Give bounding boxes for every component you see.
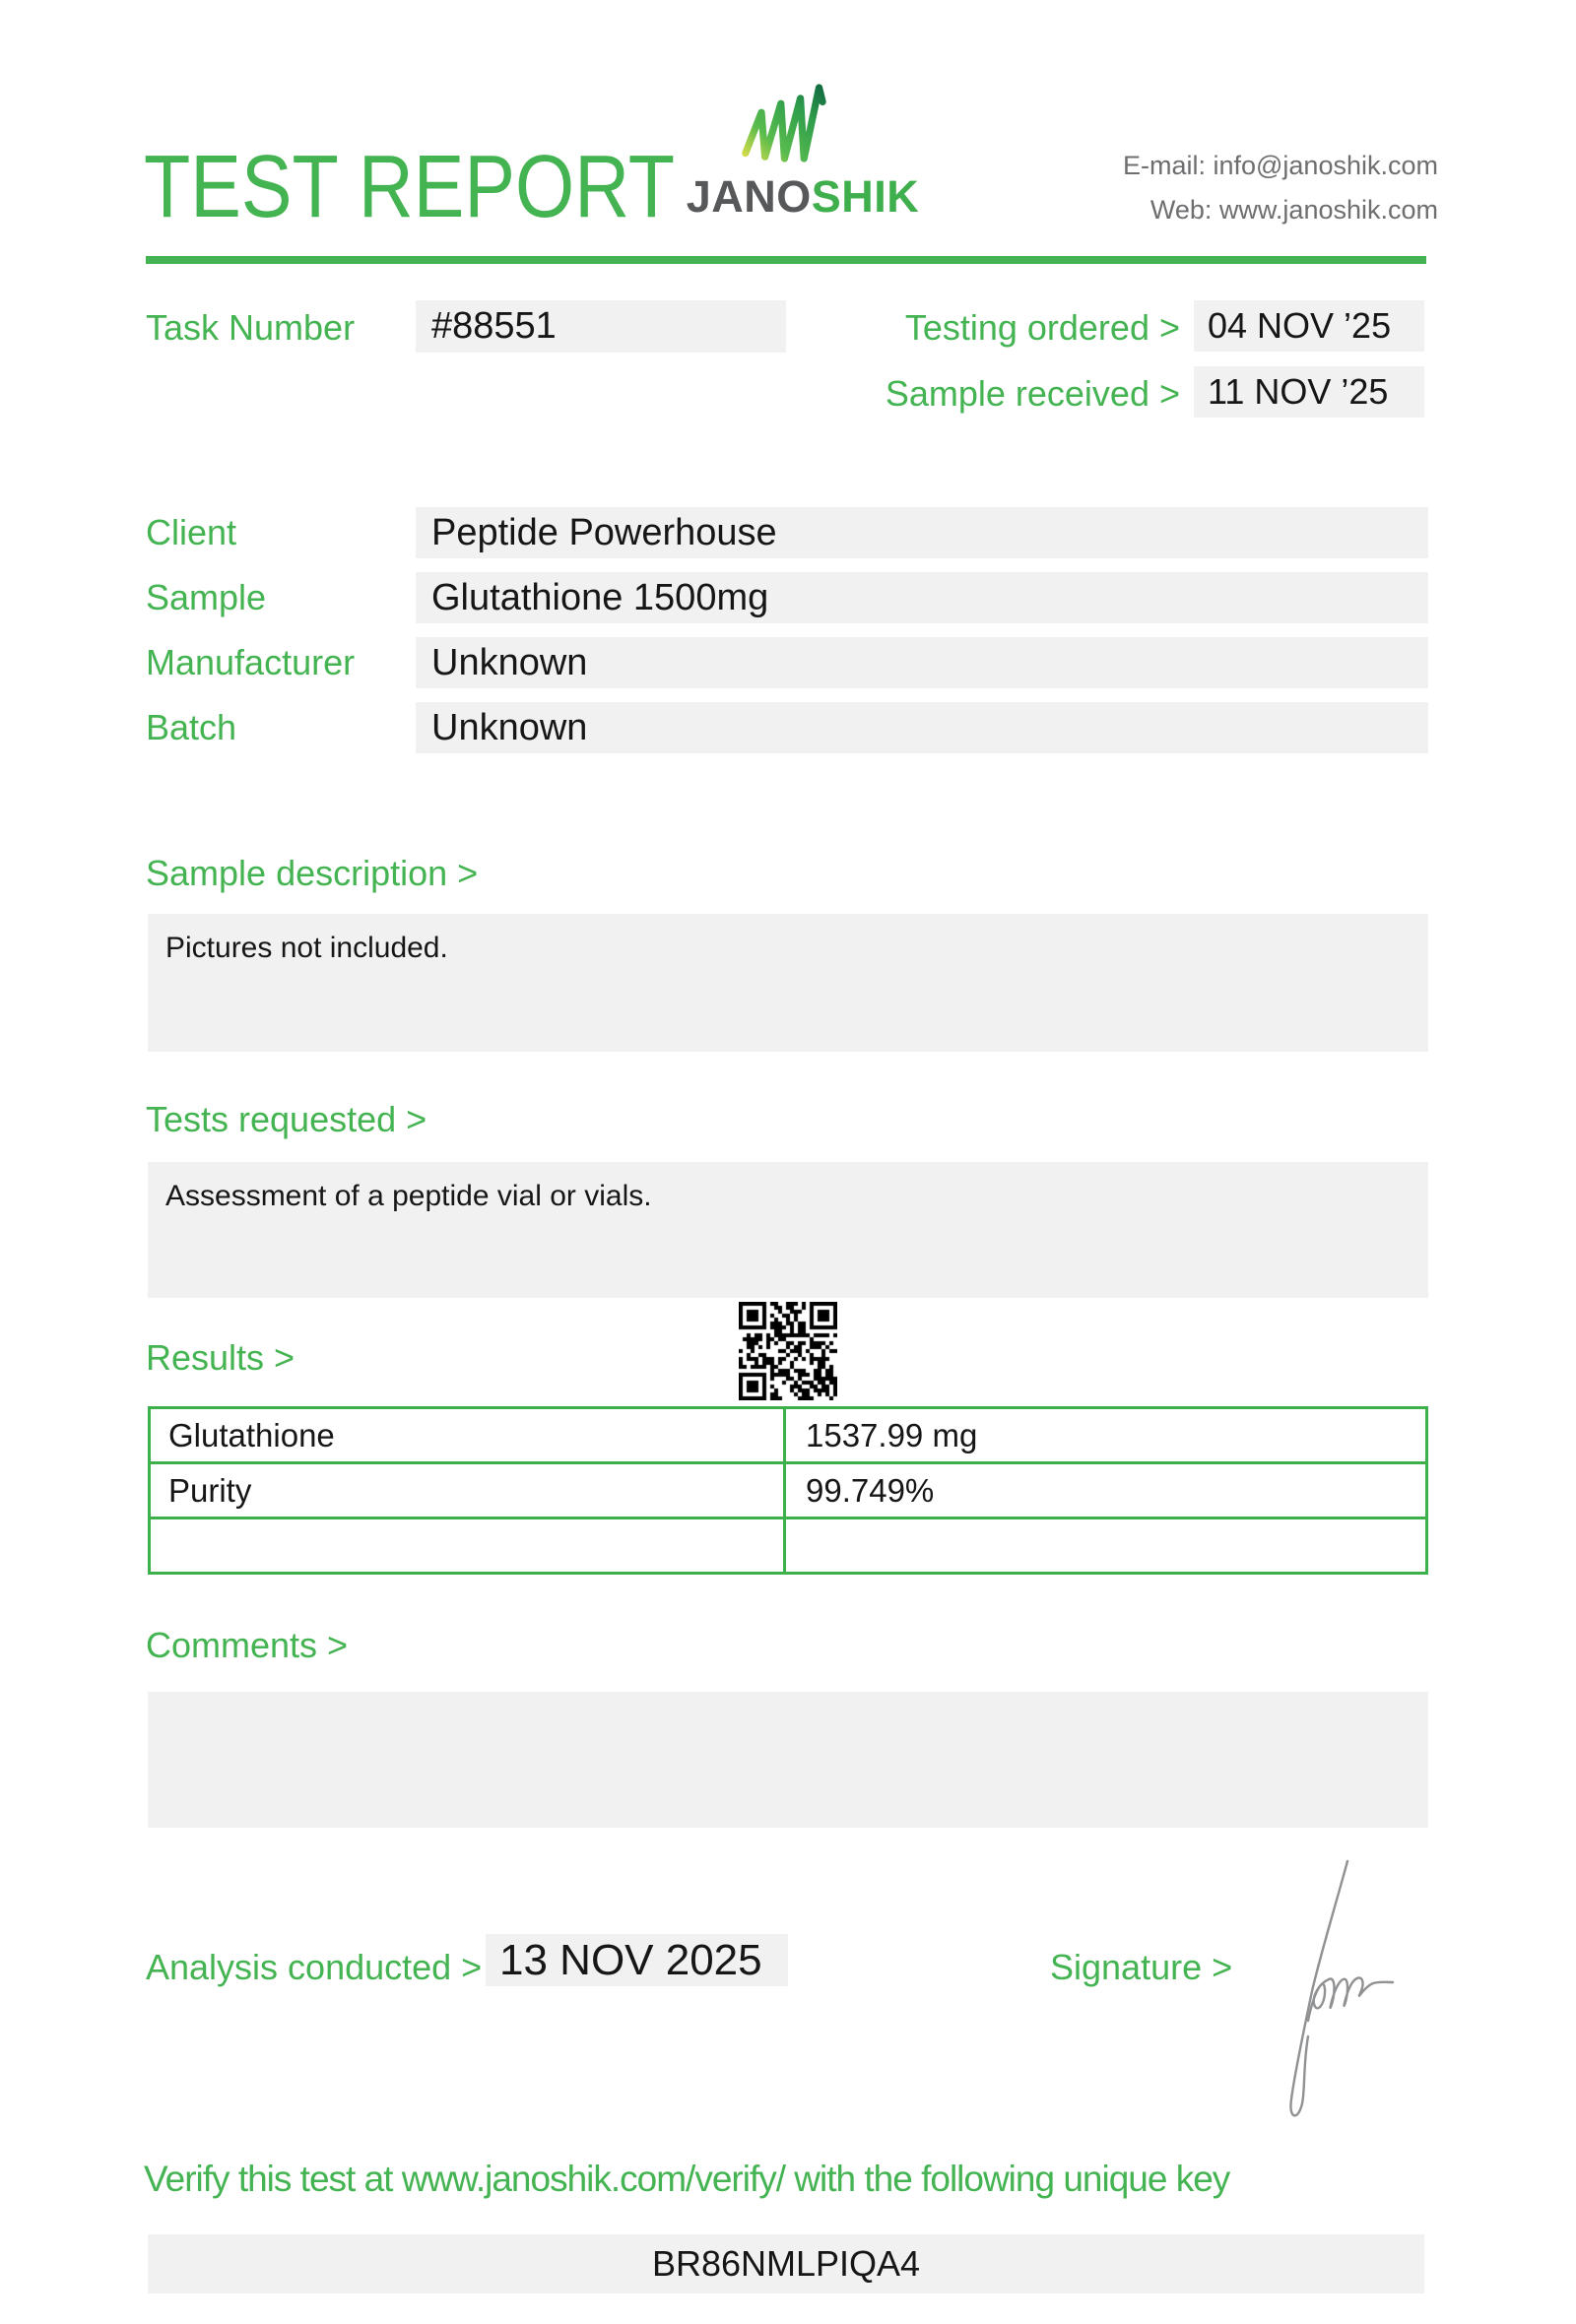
qr-code xyxy=(739,1302,837,1400)
testing-ordered-value: 04 NOV ’25 xyxy=(1208,305,1392,346)
tests-requested-text: Assessment of a peptide vial or vials. xyxy=(165,1180,652,1212)
page-title: TEST REPORT xyxy=(144,138,676,236)
result-name-cell: Purity xyxy=(151,1464,786,1517)
result-value-cell xyxy=(786,1519,1425,1572)
sample-received-label: Sample received > xyxy=(885,373,1180,414)
manufacturer-value: Unknown xyxy=(431,642,588,683)
client-label: Client xyxy=(146,512,237,552)
batch-value: Unknown xyxy=(431,707,588,748)
sample-received-value: 11 NOV ’25 xyxy=(1208,371,1389,412)
comments-heading: Comments > xyxy=(146,1625,349,1665)
result-name-cell xyxy=(151,1519,786,1572)
manufacturer-field xyxy=(416,637,1428,688)
client-field xyxy=(416,507,1428,558)
sample-field xyxy=(416,572,1428,623)
contact-block xyxy=(995,144,1438,232)
results-row xyxy=(151,1409,1425,1461)
tests-requested-box xyxy=(148,1162,1428,1298)
result-value-cell: 99.749% xyxy=(806,1471,935,1509)
comments-box xyxy=(148,1692,1428,1828)
results-row xyxy=(151,1461,1425,1517)
analysis-conducted-label: Analysis conducted > xyxy=(146,1947,483,1987)
contact-email-line: E-mail: info@janoshik.com xyxy=(1122,151,1438,180)
task-number-field xyxy=(416,300,786,353)
tests-requested-heading: Tests requested > xyxy=(146,1099,427,1139)
result-name-cell: Glutathione xyxy=(151,1409,786,1461)
manufacturer-label: Manufacturer xyxy=(146,642,356,682)
analysis-date-field xyxy=(486,1934,788,1986)
sample-value: Glutathione 1500mg xyxy=(431,577,769,618)
signature-label: Signature > xyxy=(1050,1947,1233,1987)
logo-text-shik: SHIK xyxy=(811,171,920,222)
verify-key: BR86NMLPIQA4 xyxy=(651,2243,921,2284)
testing-ordered-label: Testing ordered > xyxy=(904,307,1180,348)
janoshik-logo-text xyxy=(680,171,926,223)
header-divider xyxy=(146,256,1426,264)
testing-ordered-field xyxy=(1194,300,1424,352)
verify-instruction: Verify this test at www.janoshik.com/verify/ with the following unique key xyxy=(144,2159,1230,2199)
sample-label: Sample xyxy=(146,577,267,617)
contact-web-line: Web: www.janoshik.com xyxy=(1149,195,1438,225)
sample-description-text: Pictures not included. xyxy=(165,932,448,964)
task-number-label: Task Number xyxy=(146,307,356,348)
client-value: Peptide Powerhouse xyxy=(431,512,777,553)
results-heading: Results > xyxy=(146,1337,296,1378)
janoshik-chart-icon xyxy=(724,79,834,167)
analysis-date-value: 13 NOV 2025 xyxy=(499,1936,762,1984)
task-number-value: #88551 xyxy=(431,305,557,347)
sample-received-field xyxy=(1194,366,1424,418)
verify-key-box xyxy=(148,2234,1424,2293)
signature-image xyxy=(1263,1853,1411,2139)
sample-description-box xyxy=(148,914,1428,1052)
results-row xyxy=(151,1517,1425,1572)
sample-description-heading: Sample description > xyxy=(146,853,479,893)
batch-label: Batch xyxy=(146,707,237,747)
batch-field xyxy=(416,702,1428,753)
logo-text-jano: JANO xyxy=(686,171,812,222)
result-value-cell: 1537.99 mg xyxy=(806,1416,978,1453)
results-table xyxy=(148,1406,1428,1575)
